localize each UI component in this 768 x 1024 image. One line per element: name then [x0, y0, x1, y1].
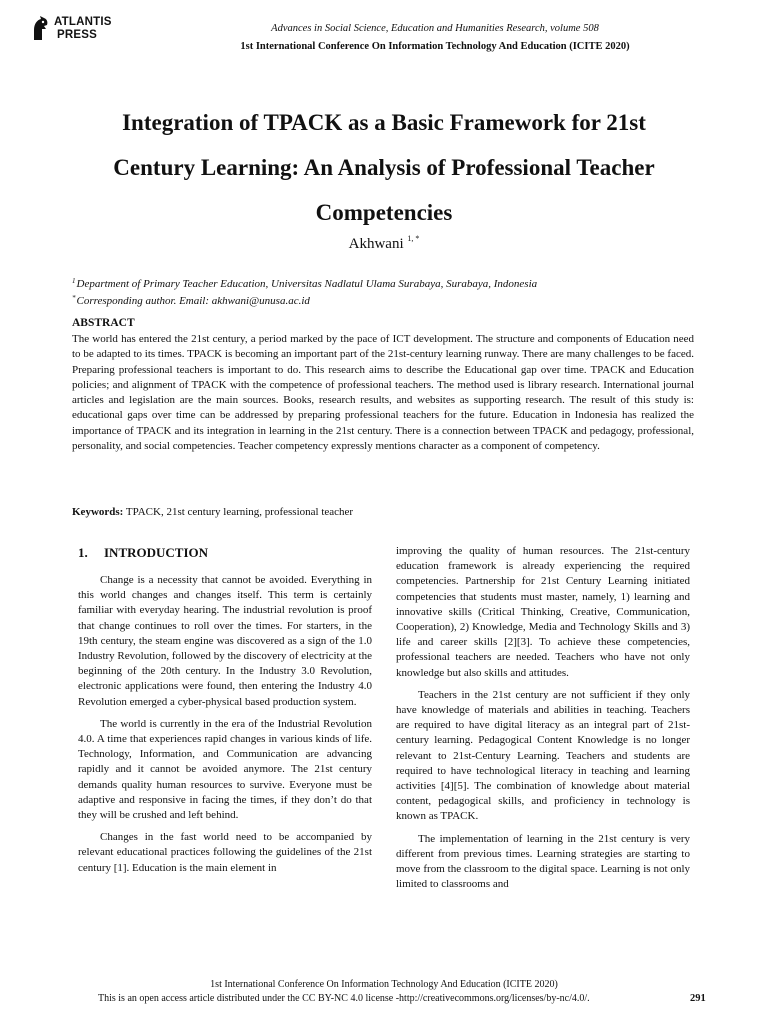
section-heading-introduction	[78, 545, 208, 561]
logo-line1: ATLANTIS	[54, 16, 112, 28]
section-title: INTRODUCTION	[104, 545, 209, 560]
title-line-1: Integration of TPACK as a Basic Framework for 21st	[122, 110, 646, 135]
conference-header: 1st International Conference On Information Technology And Education (ICITE 2020)	[240, 41, 630, 52]
department-mark: 1	[72, 277, 76, 285]
keywords	[72, 506, 353, 518]
journal-header: Advances in Social Science, Education and Humanities Research, volume 508	[271, 23, 599, 34]
department-text: Department of Primary Teacher Education, Universitas Nadlatul Ulama Surabaya, Surabaya, Indonesia	[76, 278, 538, 290]
affiliation-department	[72, 274, 712, 291]
affiliations	[72, 274, 712, 308]
publisher-logo	[30, 14, 120, 44]
keywords-text: TPACK, 21st century learning, professional teacher	[125, 506, 354, 518]
paper-title	[60, 100, 708, 235]
keywords-label: Keywords:	[72, 506, 124, 518]
corresponding-text: Corresponding author. Email: akhwani@unusa.ac.id	[76, 295, 310, 307]
author-name: Akhwani	[348, 236, 404, 252]
paragraph: improving the quality of human resources. The 21st-century education framework is already experiencing the required competencies. Partnership for 21st Century Learning initiated competencies that students must master, namely, 1) learning and innovative skills (Critical Thinking, Creative, Communication, Cooperation), 2) Knowledge, Media and Technology Skills and 3) life and career skills [2][3]. To achieve these competencies, professional teachers are needed. Teachers who have not only knowledge but also skills and attitudes.	[396, 545, 690, 679]
paragraph: The world is currently in the era of the Industrial Revolution 4.0. A time that experiences rapid changes in various kinds of life. Technology, Information, and Communication are advancing rapidly and it cannot be avoided anymore. The 21st century demands quality human resources to survive. Everyone must be adaptive and responsive in facing the times, if they don’t do that they will be crushed and left behind.	[78, 717, 372, 822]
author-line	[0, 234, 768, 253]
title-line-2: Century Learning: An Analysis of Professional Teacher	[113, 155, 655, 180]
atlantis-logo-icon	[30, 14, 52, 42]
right-column	[396, 544, 690, 899]
page-number: 291	[690, 993, 706, 1004]
logo-line2: PRESS	[57, 29, 97, 41]
paragraph: Change is a necessity that cannot be avoided. Everything in this world changes and changes itself. This term is certainly familiar with everyday hearing. The industrial revolution is proof that change continues to roll over the times. For starters, in the 19th century, the steam engine was discovered as a sign of the 1.0 Industry Revolution, followed by the discovery of electricity at the beginning of the 20th century. In the Industry 3.0 Revolution, electronic applications were found, then entering the Industry 4.0 Revolution emerged a cyber-physical based production system.	[78, 574, 372, 708]
paragraph: Teachers in the 21st century are not sufficient if they only have knowledge of materials and abilities in teaching. Teachers are required to have digital literacy as an integral part of 21st-century learning. Pedagogical Content Knowledge is no longer relevant to 21st-Century Learning. Teachers and students are required to have technological literacy in teaching and learning activities [4][5]. The combination of knowledge about material content, pedagogical skills, and proficiency in technology is known as TPACK.	[396, 688, 690, 823]
left-column	[78, 573, 372, 883]
paragraph: The implementation of learning in the 21st century is very different from previous times. Learning strategies are starting to move from the classroom to the digital space. Learning is not only limited to classrooms and	[396, 832, 690, 891]
footer-license: This is an open access article distributed under the CC BY-NC 4.0 license -http://creativecommons.org/licenses/by-nc/4.0/.	[98, 993, 590, 1004]
title-line-3: Competencies	[315, 200, 453, 225]
paragraph: Changes in the fast world need to be accompanied by relevant educational practices following the guidelines of the 21st century [1]. Education is the main element in	[78, 831, 372, 874]
affiliation-corresponding	[72, 291, 712, 308]
logo-text	[54, 16, 112, 42]
abstract-text: The world has entered the 21st century, a period marked by the pace of ICT development. The structure and components of Education need to be adapted to its times. TPACK is becoming an important part of the 21st-century learning runway. There are many challenges to be faced. Preparing professional teachers is important to do. This research aims to describe the Educational gap over time. TPACK and Education policies; and alignment of TPACK with the competence of professional teachers. The method used is library research. International journal articles and legislation are the main sources. Books, research results, and websites as supporting research. The result of this study is: educational gaps over time can be addressed by preparing professional teachers for the future. Education in Indonesia has realized the importance of TPACK and its integration in learning in the 21st century. There is a connection between TPACK and pedagogy, professional, personality, and social competencies. Teacher competency expressly mentions character as a component of competency.	[72, 333, 694, 453]
corresponding-mark: *	[72, 294, 76, 302]
footer-conference: 1st International Conference On Information Technology And Education (ICITE 2020)	[210, 979, 558, 990]
section-number: 1.	[78, 545, 88, 560]
author-marks: 1, *	[407, 234, 420, 243]
abstract-heading: ABSTRACT	[72, 317, 135, 329]
